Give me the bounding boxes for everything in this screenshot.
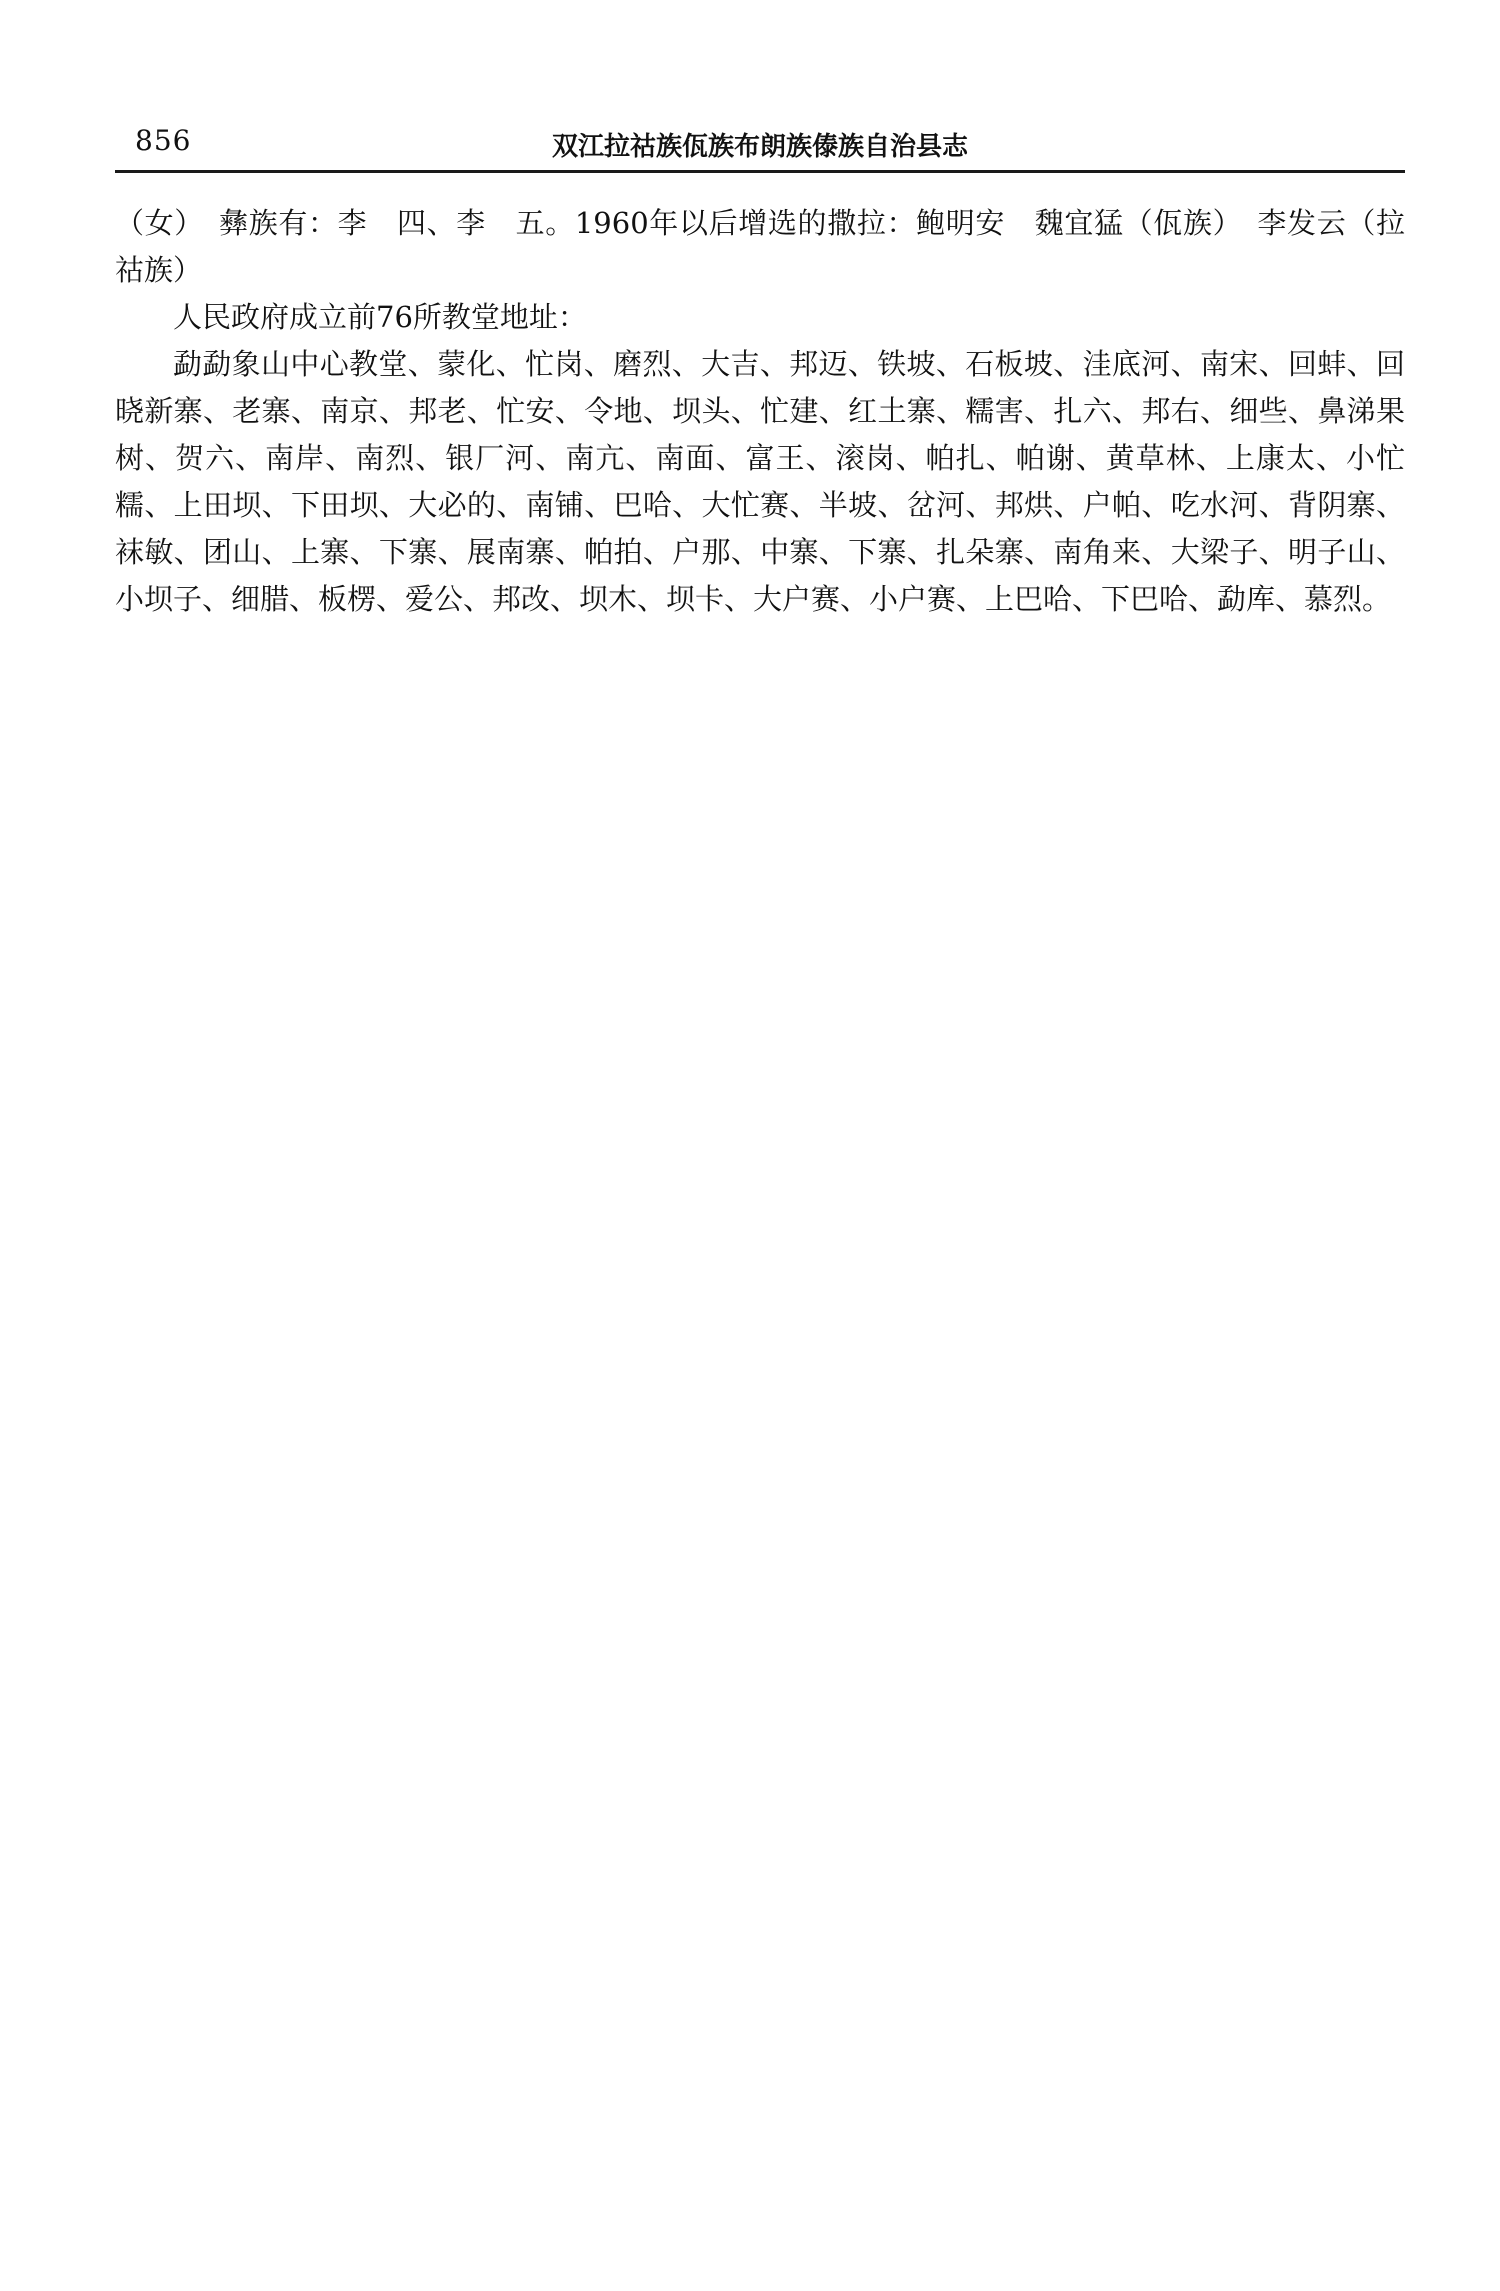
page-number: 856 [135,124,192,157]
paragraph: （女） 彝族有：李 四、李 五。1960年以后增选的撒拉：鲍明安 魏宜猛（佤族） 李发云（拉祜族） [115,206,1405,287]
header-rule [115,170,1405,173]
body-text [115,200,1405,623]
running-title: 双江拉祜族佤族布朗族傣族自治县志 [551,132,968,162]
paragraph: 人民政府成立前76所教堂地址： [173,300,587,334]
paragraph: 勐勐象山中心教堂、蒙化、忙岗、磨烈、大吉、邦迈、铁坡、石板坡、洼底河、南宋、回蚌、回晓新寨、老寨、南京、邦老、忙安、令地、坝头、忙建、红土寨、糯害、扎六、邦右、细些、鼻涕果树、贺六、南岸、南烈、银厂河、南亢、南面、富王、滚岗、帕扎、帕谢、黄草林、上康太、小忙糯、上田坝、下田坝、大必的、南铺、巴哈、大忙赛、半坡、岔河、邦烘、户帕、吃水河、背阴寨、袜敏、团山、上寨、下寨、展南寨、帕拍、户那、中寨、下寨、扎朵寨、南角来、大梁子、明子山、小坝子、细腊、板楞、爱公、邦改、坝木、坝卡、大户赛、小户赛、上巴哈、下巴哈、勐库、慕烈。 [115,347,1405,616]
page-header [115,120,1405,170]
